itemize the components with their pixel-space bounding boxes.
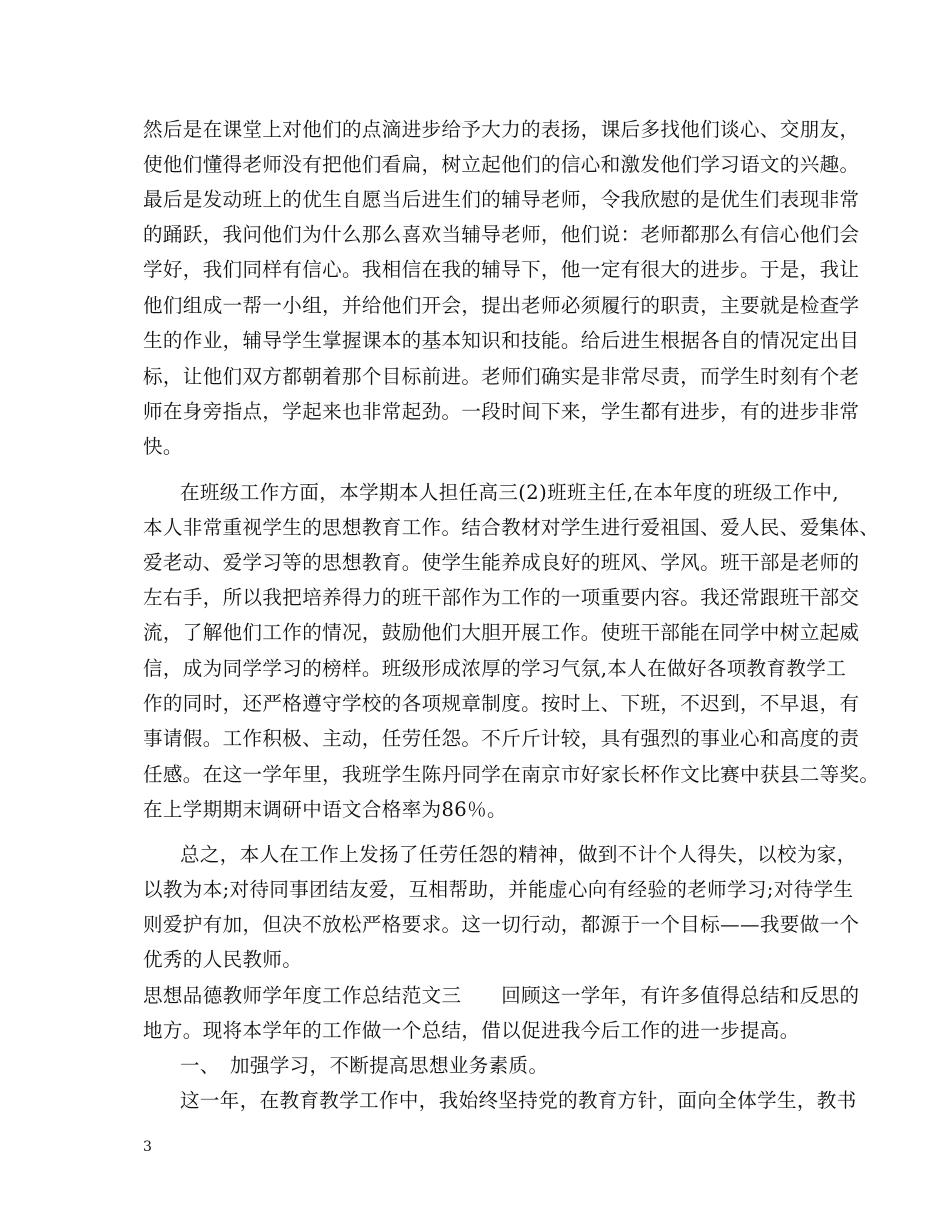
text-line: 以教为本;对待同事团结友爱，互相帮助，并能虚心向有经验的老师学习;对待学生 [143, 878, 854, 901]
page-number: 3 [143, 1139, 152, 1155]
list-heading: 一、 加强学习，不断提高思想业务素质。 [180, 1054, 549, 1077]
text-line: 则爱护有加，但决不放松严格要求。这一切行动，都源于一个目标——我要做一个 [143, 913, 860, 936]
text-line: 快。 [143, 435, 183, 458]
text-line: 地方。现将本学年的工作做一个总结，借以促进我今后工作的进一步提高。 [143, 1019, 800, 1042]
paragraph-first-line: 总之，本人在工作上发扬了任劳任怨的精神，做到不计个人得失，以校为家， [180, 843, 857, 866]
text-line: 在上学期期末调研中语文合格率为86％。 [143, 798, 507, 821]
text-line: 使他们懂得老师没有把他们看扁，树立起他们的信心和激发他们学习语文的兴趣。 [143, 153, 860, 176]
text-line: 任感。在这一学年里，我班学生陈丹同学在南京市好家长杯作文比赛中获县二等奖。 [143, 763, 880, 786]
text-line: 流，了解他们工作的情况，鼓励他们大胆开展工作。使班干部能在同学中树立起威 [143, 621, 860, 644]
text-line: 生的作业，辅导学生掌握课本的基本知识和技能。给后进生根据各自的情况定出目 [143, 329, 860, 352]
text-line: 然后是在课堂上对他们的点滴进步给予大力的表扬，课后多找他们谈心、交朋友， [143, 118, 860, 141]
text-line: 标，让他们双方都朝着那个目标前进。老师们确实是非常尽责，而学生时刻有个老 [143, 365, 860, 388]
text-line: 师在身旁指点，学起来也非常起劲。一段时间下来，学生都有进步，有的进步非常 [143, 400, 860, 423]
text-line: 本人非常重视学生的思想教育工作。结合教材对学生进行爱祖国、爱人民、爱集体、 [143, 516, 880, 539]
text-line: 学好，我们同样有信心。我相信在我的辅导下，他一定有很大的进步。于是，我让 [143, 258, 860, 281]
paragraph-first-line: 在班级工作方面，本学期本人担任高三(2)班班主任,在本年度的班级工作中, [180, 481, 839, 504]
text-line: 左右手，所以我把培养得力的班干部作为工作的一项重要内容。我还常跟班干部交 [143, 586, 860, 609]
paragraph-first-line: 这一年，在教育教学工作中，我始终坚持党的教育方针，面向全体学生，教书 [180, 1089, 857, 1112]
text-line: 最后是发动班上的优生自愿当后进生们的辅导老师，令我欣慰的是优生们表现非常 [143, 188, 860, 211]
text-line: 事请假。工作积极、主动，任劳任怨。不斤斤计较，具有强烈的事业心和高度的责 [143, 727, 860, 750]
text-line: 作的同时，还严格遵守学校的各项规章制度。按时上、下班，不迟到，不早退，有 [143, 692, 860, 715]
text-line: 爱老动、爱学习等的思想教育。使学生能养成良好的班风、学风。班干部是老师的 [143, 551, 860, 574]
text-line: 他们组成一帮一小组，并给他们开会，提出老师必须履行的职责，主要就是检查学 [143, 294, 860, 317]
text-line: 信，成为同学学习的榜样。班级形成浓厚的学习气氛,本人在做好各项教育教学工 [143, 657, 847, 680]
section-heading-line: 思想品德教师学年度工作总结范文三 回顾这一学年，有许多值得总结和反思的 [143, 984, 860, 1007]
text-line: 优秀的人民教师。 [143, 948, 303, 971]
text-line: 的踊跃，我问他们为什么那么喜欢当辅导老师，他们说：老师都那么有信心他们会 [143, 223, 860, 246]
